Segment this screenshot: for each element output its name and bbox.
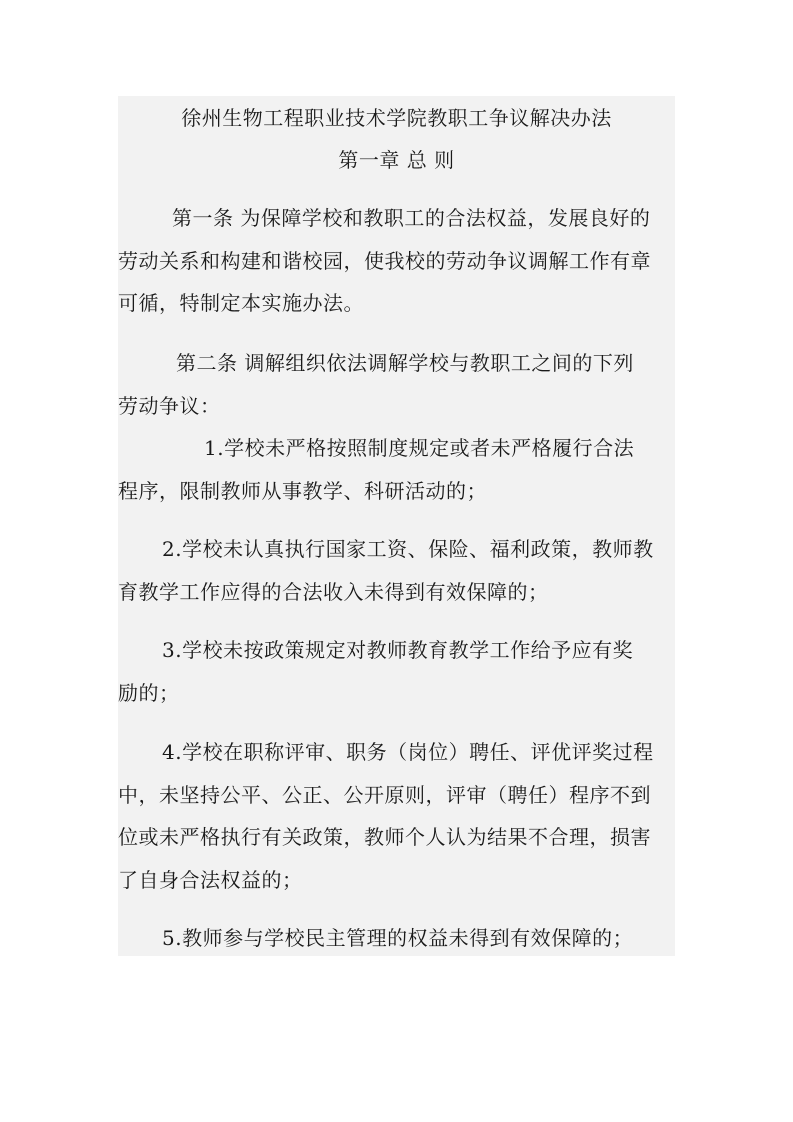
item-4-line-1: 4.学校在职称评审、职务（岗位）聘任、评优评奖过程 <box>162 740 654 764</box>
item-2-line-2: 育教学工作应得的合法收入未得到有效保障的； <box>118 580 549 604</box>
item-4-line-2: 中，未坚持公平、公正、公开原则，评审（聘任）程序不到 <box>118 783 651 807</box>
chapter-heading: 第一章 总 则 <box>338 148 455 172</box>
item-4-line-3: 位或未严格执行有关政策，教师个人认为结果不合理，损害 <box>118 825 651 849</box>
article-1-line-1: 第一条 为保障学校和教职工的合法权益，发展良好的 <box>172 206 651 230</box>
item-4-line-4: 了自身合法权益的； <box>118 868 303 892</box>
item-5-line-1: 5.教师参与学校民主管理的权益未得到有效保障的； <box>162 926 634 950</box>
item-3-line-2: 励的； <box>118 681 180 705</box>
document-title: 徐州生物工程职业技术学院教职工争议解决办法 <box>181 106 612 130</box>
article-2-line-1: 第二条 调解组织依法调解学校与教职工之间的下列 <box>176 351 634 375</box>
item-3-line-1: 3.学校未按政策规定对教师教育教学工作给予应有奖 <box>162 638 634 662</box>
item-1-line-2: 程序，限制教师从事教学、科研活动的； <box>118 479 487 503</box>
item-1-line-1: 1.学校未严格按照制度规定或者未严格履行合法 <box>204 436 635 460</box>
article-2-line-2: 劳动争议： <box>118 394 221 418</box>
item-2-line-1: 2.学校未认真执行国家工资、保险、福利政策，教师教 <box>162 537 654 561</box>
article-1-line-3: 可循，特制定本实施办法。 <box>118 291 364 315</box>
article-1-line-2: 劳动关系和构建和谐校园，使我校的劳动争议调解工作有章 <box>118 249 651 273</box>
